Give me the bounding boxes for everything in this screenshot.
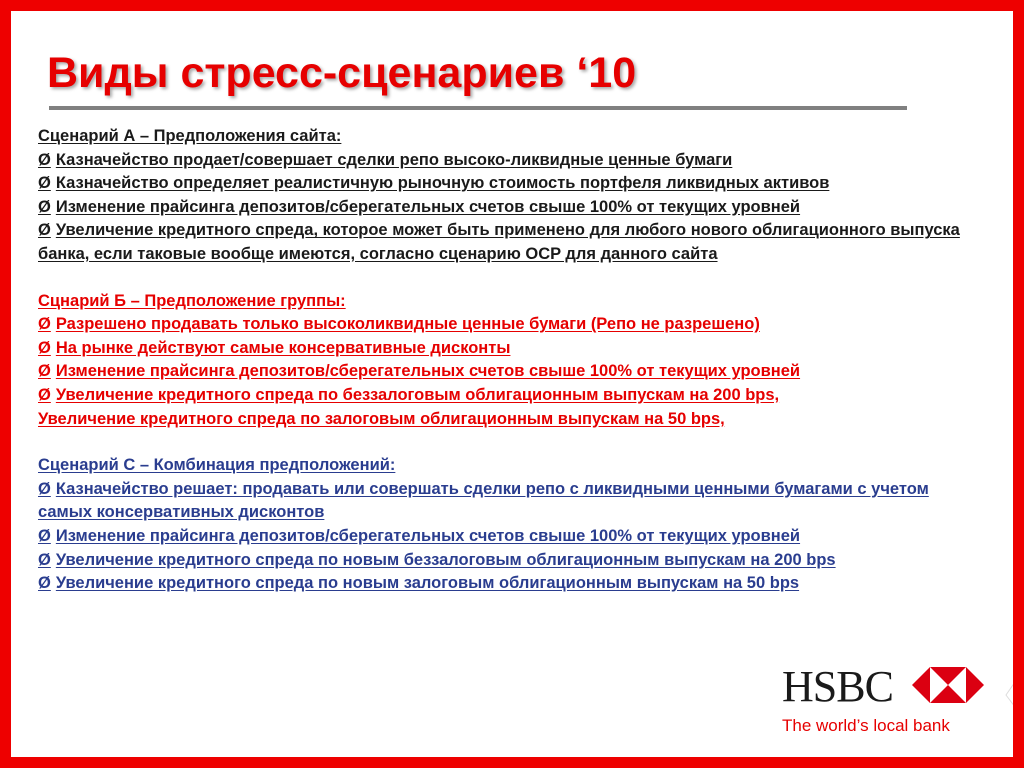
scenario-c-block: [38, 454, 973, 596]
scenario-b-item-text: Увеличение кредитного спреда по беззалоговым облигационным выпускам на 200 bps,: [55, 385, 780, 404]
scenario-a-item: [38, 219, 973, 266]
scenario-a-item-text: Казначейство определяет реалистичную рыночную стоимость портфеля ликвидных активов: [55, 174, 830, 193]
scenario-b-heading: Сцнарий Б – Предположение группы:: [38, 291, 346, 310]
bullet-icon: Ø: [38, 221, 51, 240]
scenario-c-item-text: Увеличение кредитного спреда по новым залоговым облигационным выпускам на 50 bps: [55, 574, 800, 593]
bullet-icon: Ø: [38, 385, 51, 404]
scenario-b-item: [38, 360, 973, 384]
scenario-c-item: [38, 478, 973, 525]
scenario-c-item-text: Изменение прайсинга депозитов/сберегательных счетов свыше 100% от текущих уровней: [55, 526, 801, 545]
bullet-icon: Ø: [38, 550, 51, 569]
bullet-icon: Ø: [38, 338, 51, 357]
scenario-b-item-text: Изменение прайсинга депозитов/сберегательных счетов свыше 100% от текущих уровней: [55, 362, 801, 381]
scenario-b-item: [38, 313, 973, 337]
hsbc-hexagon-icon: [912, 667, 984, 703]
bullet-icon: Ø: [38, 174, 51, 193]
scenario-b-item: [38, 384, 973, 408]
scenario-a-item: [38, 149, 973, 173]
scenario-a-item-text: Казначейство продает/совершает сделки репо высоко-ликвидные ценные бумаги: [55, 150, 733, 169]
scenario-a-heading: Сценарий А – Предположения сайта:: [38, 127, 342, 145]
bullet-icon: Ø: [38, 526, 51, 545]
slide-title: Виды стресс-сценариев ‘10: [47, 49, 637, 97]
bullet-icon: Ø: [38, 197, 51, 216]
bullet-icon: Ø: [38, 150, 51, 169]
scenario-c-item-text: Казначейство решает: продавать или совершать сделки репо с ликвидными ценными бумагами с учетом самых консервативных дисконтов: [38, 479, 929, 522]
scenario-b-item: [38, 337, 973, 361]
scenario-c-item: [38, 572, 973, 596]
logo-tagline: The world’s local bank: [782, 716, 950, 735]
scenario-c-item: [38, 525, 973, 549]
scenario-a-item-text: Увеличение кредитного спреда, которое может быть применено для любого нового облигационного выпуска банка, если таковые вообще имеются, согласно сценарию OCP для данного сайта: [38, 221, 960, 263]
logo-wordmark: HSBC: [782, 662, 893, 711]
scenario-b-continuation: Увеличение кредитного спреда по залоговым облигационным выпускам на 50 bps,: [38, 409, 725, 428]
slide-content: [38, 125, 973, 596]
scenario-a-item: [38, 172, 973, 196]
bullet-icon: Ø: [38, 315, 51, 334]
scenario-a-item-text: Изменение прайсинга депозитов/сберегательных счетов свыше 100% от текущих уровней: [55, 197, 801, 216]
scenario-c-heading: Сценарий С – Комбинация предположений:: [38, 456, 396, 475]
bullet-icon: Ø: [38, 479, 51, 498]
bullet-icon: Ø: [38, 362, 51, 381]
scenario-c-item: [38, 549, 973, 573]
hsbc-logo: [782, 663, 982, 743]
scenario-b-item-text: На рынке действуют самые консервативные дисконты: [55, 338, 511, 357]
corner-decoration-icon: [1004, 661, 1024, 721]
scenario-c-item-text: Увеличение кредитного спреда по новым беззалоговым облигационным выпускам на 200 bps: [55, 550, 836, 569]
scenario-b-block: [38, 290, 973, 432]
scenario-b-item-text: Разрешено продавать только высоколиквидные ценные бумаги (Репо не разрешено): [55, 315, 760, 334]
scenario-a-block: [38, 125, 973, 267]
title-divider: [49, 106, 907, 110]
bullet-icon: Ø: [38, 574, 51, 593]
scenario-a-item: [38, 196, 973, 220]
